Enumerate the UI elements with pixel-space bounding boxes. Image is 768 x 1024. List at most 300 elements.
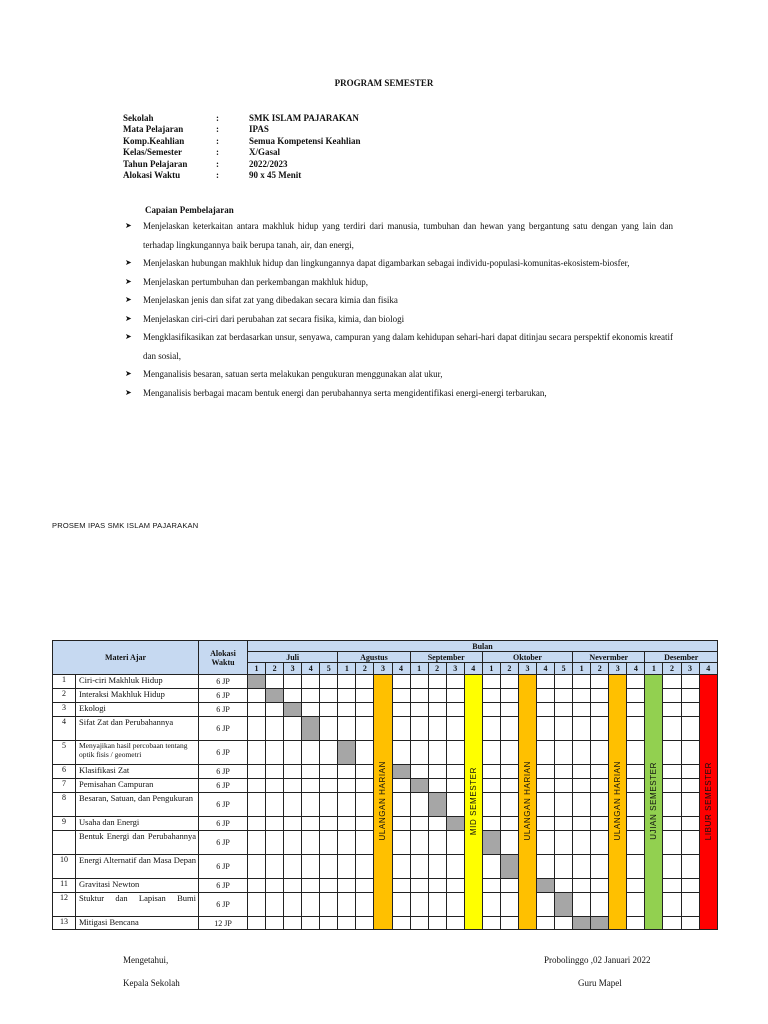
info-value: SMK ISLAM PAJARAKAN xyxy=(249,113,359,123)
row-jp: 6 JP xyxy=(199,893,248,917)
week-cell xyxy=(266,779,284,793)
week-number: 3 xyxy=(284,663,302,675)
week-cell-filled xyxy=(573,917,591,930)
week-cell xyxy=(248,793,266,817)
week-cell xyxy=(663,817,681,831)
week-cell xyxy=(500,893,518,917)
week-cell xyxy=(446,879,464,893)
week-number: 2 xyxy=(500,663,518,675)
week-cell-filled xyxy=(410,779,428,793)
week-cell xyxy=(410,689,428,703)
info-row-kelas xyxy=(123,147,361,158)
week-cell xyxy=(663,717,681,741)
week-cell xyxy=(555,689,573,703)
info-label: Komp.Keahlian xyxy=(123,135,185,146)
week-cell xyxy=(248,917,266,930)
row-materi: Usaha dan Energi xyxy=(76,817,199,831)
week-cell xyxy=(266,917,284,930)
info-value: 2022/2023 xyxy=(249,158,288,169)
week-cell xyxy=(356,879,374,893)
header-materi: Materi Ajar xyxy=(53,641,199,675)
week-cell xyxy=(681,765,699,779)
week-cell xyxy=(500,689,518,703)
week-cell xyxy=(500,879,518,893)
row-jp: 6 JP xyxy=(199,675,248,689)
week-cell xyxy=(248,817,266,831)
week-cell xyxy=(627,741,645,765)
week-cell xyxy=(482,703,500,717)
week-cell xyxy=(320,893,338,917)
week-cell xyxy=(428,765,446,779)
week-cell xyxy=(537,703,555,717)
week-cell xyxy=(555,855,573,879)
cp-item xyxy=(125,291,673,310)
week-cell xyxy=(482,779,500,793)
row-number: 12 xyxy=(53,893,76,917)
week-cell xyxy=(320,793,338,817)
week-cell xyxy=(537,779,555,793)
week-cell xyxy=(573,689,591,703)
week-cell xyxy=(266,893,284,917)
week-cell xyxy=(266,765,284,779)
week-cell xyxy=(591,703,609,717)
week-cell xyxy=(284,793,302,817)
info-label: Alokasi Waktu xyxy=(123,169,181,180)
week-cell xyxy=(627,703,645,717)
libur-semester-label: LIBUR SEMESTER xyxy=(703,761,713,841)
week-cell xyxy=(266,831,284,855)
week-cell xyxy=(500,741,518,765)
week-cell xyxy=(591,689,609,703)
week-cell xyxy=(500,765,518,779)
week-cell xyxy=(356,689,374,703)
week-cell xyxy=(320,765,338,779)
row-jp: 6 JP xyxy=(199,855,248,879)
month-november: Nevermber xyxy=(573,652,645,663)
week-cell xyxy=(446,765,464,779)
info-row-mapel xyxy=(123,124,361,135)
page-title: PROGRAM SEMESTER xyxy=(334,78,434,88)
week-number: 4 xyxy=(699,663,717,675)
week-cell xyxy=(573,879,591,893)
cp-item xyxy=(125,254,673,273)
week-cell xyxy=(302,689,320,703)
info-separator: : xyxy=(216,158,219,169)
week-cell xyxy=(320,917,338,930)
arrow-bullet-icon: ➤ xyxy=(125,369,132,378)
week-number: 4 xyxy=(302,663,320,675)
row-number: 13 xyxy=(53,917,76,930)
week-cell xyxy=(302,741,320,765)
row-jp: 6 JP xyxy=(199,879,248,893)
week-cell xyxy=(627,855,645,879)
week-cell xyxy=(627,675,645,689)
week-cell xyxy=(573,893,591,917)
week-cell xyxy=(663,765,681,779)
week-number: 3 xyxy=(681,663,699,675)
header-alokasi: Alokasi Waktu xyxy=(199,641,248,675)
week-cell xyxy=(500,831,518,855)
week-cell xyxy=(266,703,284,717)
week-cell xyxy=(537,689,555,703)
week-cell xyxy=(500,817,518,831)
week-cell xyxy=(681,893,699,917)
week-cell xyxy=(482,917,500,930)
week-cell xyxy=(248,855,266,879)
week-cell xyxy=(627,717,645,741)
week-number: 2 xyxy=(663,663,681,675)
footer-guru-mapel: Guru Mapel xyxy=(578,978,622,988)
week-cell xyxy=(392,879,410,893)
week-number: 1 xyxy=(338,663,356,675)
week-cell xyxy=(248,879,266,893)
schedule-table xyxy=(52,640,718,930)
week-cell xyxy=(627,879,645,893)
week-cell xyxy=(284,741,302,765)
arrow-bullet-icon: ➤ xyxy=(125,313,132,323)
row-jp: 12 JP xyxy=(199,917,248,930)
week-cell xyxy=(392,689,410,703)
mid-semester-label: MID SEMESTER xyxy=(468,766,478,836)
week-cell xyxy=(428,855,446,879)
week-cell xyxy=(555,793,573,817)
week-cell xyxy=(338,855,356,879)
arrow-bullet-icon: ➤ xyxy=(125,387,132,397)
week-cell xyxy=(482,855,500,879)
ujian-semester-label: UJIAN SEMESTER xyxy=(649,762,659,840)
week-number: 3 xyxy=(518,663,536,675)
week-cell xyxy=(446,893,464,917)
week-cell xyxy=(482,675,500,689)
week-cell xyxy=(663,675,681,689)
week-cell xyxy=(320,675,338,689)
week-cell xyxy=(410,831,428,855)
info-label: Kelas/Semester xyxy=(123,147,182,158)
info-label: Mata Pelajaran xyxy=(123,124,184,135)
row-jp: 6 JP xyxy=(199,717,248,741)
week-cell xyxy=(356,893,374,917)
week-cell xyxy=(428,741,446,765)
week-cell xyxy=(356,817,374,831)
row-materi: Ekologi xyxy=(76,703,199,717)
week-cell xyxy=(500,779,518,793)
week-cell xyxy=(555,765,573,779)
week-number: 2 xyxy=(428,663,446,675)
arrow-bullet-icon: ➤ xyxy=(125,295,132,304)
week-cell xyxy=(338,675,356,689)
week-cell xyxy=(482,765,500,779)
week-cell-filled xyxy=(248,675,266,689)
week-cell xyxy=(392,831,410,855)
week-cell xyxy=(482,879,500,893)
week-cell xyxy=(338,765,356,779)
week-cell xyxy=(555,817,573,831)
week-cell xyxy=(302,793,320,817)
week-cell xyxy=(446,689,464,703)
week-cell xyxy=(446,855,464,879)
week-cell xyxy=(284,675,302,689)
week-cell xyxy=(284,917,302,930)
week-cell xyxy=(266,817,284,831)
week-cell xyxy=(284,765,302,779)
week-cell xyxy=(302,879,320,893)
week-cell xyxy=(537,717,555,741)
week-cell xyxy=(320,855,338,879)
week-cell xyxy=(555,703,573,717)
week-number: 5 xyxy=(320,663,338,675)
week-cell xyxy=(555,879,573,893)
week-cell xyxy=(573,765,591,779)
week-cell xyxy=(591,879,609,893)
week-cell xyxy=(555,741,573,765)
row-number: 2 xyxy=(53,689,76,703)
row-materi: Bentuk Energi dan Perubahannya xyxy=(76,831,199,855)
ulangan-harian-column xyxy=(518,675,536,930)
cp-item-text: Menjelaskan pertumbuhan dan perkembangan makhluk hidup, xyxy=(143,276,368,287)
week-cell xyxy=(428,917,446,930)
week-cell xyxy=(591,793,609,817)
week-cell xyxy=(392,717,410,741)
week-cell xyxy=(681,879,699,893)
week-cell xyxy=(410,893,428,917)
week-cell xyxy=(537,765,555,779)
week-cell xyxy=(248,893,266,917)
week-cell-filled xyxy=(482,831,500,855)
info-separator: : xyxy=(216,147,219,158)
week-cell xyxy=(446,831,464,855)
week-cell xyxy=(482,793,500,817)
cp-item xyxy=(125,384,673,403)
week-cell xyxy=(663,855,681,879)
week-cell xyxy=(410,879,428,893)
week-cell xyxy=(248,717,266,741)
week-cell xyxy=(591,893,609,917)
week-cell xyxy=(428,817,446,831)
week-cell xyxy=(446,741,464,765)
week-cell xyxy=(681,855,699,879)
row-jp: 6 JP xyxy=(199,831,248,855)
info-separator: : xyxy=(216,135,219,146)
week-cell xyxy=(284,831,302,855)
week-cell xyxy=(392,793,410,817)
week-cell xyxy=(302,675,320,689)
cp-item xyxy=(125,328,673,365)
week-cell xyxy=(446,779,464,793)
week-cell xyxy=(302,917,320,930)
week-cell xyxy=(555,831,573,855)
row-number: 6 xyxy=(53,765,76,779)
week-cell xyxy=(356,741,374,765)
row-materi: Mitigasi Bencana xyxy=(76,917,199,930)
week-cell xyxy=(266,741,284,765)
cp-item xyxy=(125,273,673,292)
week-cell xyxy=(410,817,428,831)
week-cell xyxy=(428,779,446,793)
week-cell xyxy=(573,703,591,717)
week-cell xyxy=(663,793,681,817)
week-cell xyxy=(338,917,356,930)
week-cell xyxy=(627,917,645,930)
week-cell xyxy=(248,703,266,717)
week-cell-filled xyxy=(591,917,609,930)
row-number: 10 xyxy=(53,855,76,879)
week-cell xyxy=(446,703,464,717)
row-number: 11 xyxy=(53,879,76,893)
week-cell xyxy=(356,779,374,793)
week-cell xyxy=(681,793,699,817)
week-cell xyxy=(591,831,609,855)
info-separator: : xyxy=(216,124,219,135)
week-cell xyxy=(428,717,446,741)
month-oktober: Oktober xyxy=(482,652,572,663)
week-cell xyxy=(302,893,320,917)
week-cell xyxy=(266,717,284,741)
week-cell xyxy=(410,855,428,879)
week-cell xyxy=(428,879,446,893)
info-row-sekolah xyxy=(123,113,361,124)
week-cell xyxy=(573,793,591,817)
row-jp: 6 JP xyxy=(199,765,248,779)
week-cell xyxy=(320,879,338,893)
week-cell xyxy=(338,817,356,831)
week-cell xyxy=(482,717,500,741)
week-cell xyxy=(591,741,609,765)
week-cell xyxy=(338,717,356,741)
info-row-tahun xyxy=(123,159,361,170)
week-cell xyxy=(338,793,356,817)
week-cell xyxy=(573,741,591,765)
week-cell xyxy=(627,765,645,779)
week-cell xyxy=(446,675,464,689)
week-number: 3 xyxy=(609,663,627,675)
row-number xyxy=(53,831,76,855)
week-cell xyxy=(320,831,338,855)
cp-item-text: Menjelaskan keterkaitan antara makhluk hidup yang terdiri dari manusia, tumbuhan dan hewan yang bergantung satu dengan yang lain dan terhadap lingkungannya baik berupa tanah, air, dan energi, xyxy=(143,221,673,250)
week-cell xyxy=(338,689,356,703)
week-cell-filled xyxy=(555,893,573,917)
week-number: 3 xyxy=(374,663,392,675)
week-number: 1 xyxy=(573,663,591,675)
info-label: Sekolah xyxy=(123,113,154,123)
week-cell xyxy=(248,779,266,793)
week-cell xyxy=(573,855,591,879)
week-cell xyxy=(681,831,699,855)
week-cell xyxy=(356,703,374,717)
week-cell xyxy=(410,675,428,689)
week-cell xyxy=(500,717,518,741)
week-cell xyxy=(428,893,446,917)
week-cell-filled xyxy=(302,717,320,741)
week-cell-filled xyxy=(428,793,446,817)
week-cell xyxy=(302,817,320,831)
week-cell xyxy=(446,917,464,930)
week-cell xyxy=(681,817,699,831)
week-cell-filled xyxy=(500,855,518,879)
row-number: 5 xyxy=(53,741,76,765)
week-cell xyxy=(356,831,374,855)
week-cell xyxy=(320,779,338,793)
week-cell xyxy=(573,779,591,793)
week-cell xyxy=(573,831,591,855)
month-juli: Juli xyxy=(248,652,338,663)
week-cell xyxy=(266,793,284,817)
info-separator: : xyxy=(216,169,219,180)
mid-semester-column xyxy=(464,675,482,930)
arrow-bullet-icon: ➤ xyxy=(125,221,132,230)
week-cell xyxy=(537,741,555,765)
week-cell xyxy=(356,717,374,741)
week-cell xyxy=(591,765,609,779)
row-number: 4 xyxy=(53,717,76,741)
week-cell xyxy=(320,817,338,831)
week-cell-filled xyxy=(266,689,284,703)
cp-item xyxy=(125,310,673,329)
info-row-keahlian xyxy=(123,136,361,147)
week-cell xyxy=(392,675,410,689)
cp-item-text: Menjelaskan ciri-ciri dari perubahan zat secara fisika, kimia, dan biologi xyxy=(143,313,405,324)
row-materi: Ciri-ciri Makhluk Hidup xyxy=(76,675,199,689)
cp-item-text: Menjelaskan jenis dan sifat zat yang dibedakan secara kimia dan fisika xyxy=(143,295,398,305)
week-cell xyxy=(356,855,374,879)
week-cell xyxy=(681,689,699,703)
week-number: 5 xyxy=(555,663,573,675)
cp-item xyxy=(125,365,673,384)
month-september: September xyxy=(410,652,482,663)
row-materi: Menyajikan hasil percobaan tentang optik fisis / geometri xyxy=(76,741,199,765)
row-jp: 6 JP xyxy=(199,779,248,793)
row-jp: 6 JP xyxy=(199,689,248,703)
week-cell xyxy=(555,779,573,793)
week-cell xyxy=(428,703,446,717)
week-cell xyxy=(627,779,645,793)
week-cell xyxy=(663,703,681,717)
week-cell xyxy=(537,893,555,917)
info-value: IPAS xyxy=(249,124,269,135)
week-number: 1 xyxy=(248,663,266,675)
week-cell xyxy=(500,675,518,689)
cp-item-text: Menganalisis berbagai macam bentuk energi dan perubahannya serta mengidentifikasi energi-energi terbarukan, xyxy=(143,387,547,398)
row-materi: Interaksi Makhluk Hidup xyxy=(76,689,199,703)
week-cell xyxy=(266,675,284,689)
week-cell xyxy=(500,793,518,817)
week-number: 4 xyxy=(464,663,482,675)
header-bulan: Bulan xyxy=(248,641,718,652)
week-cell xyxy=(320,689,338,703)
week-cell xyxy=(284,817,302,831)
week-number: 4 xyxy=(627,663,645,675)
week-number: 2 xyxy=(591,663,609,675)
week-cell xyxy=(663,779,681,793)
week-cell xyxy=(537,793,555,817)
week-cell xyxy=(537,917,555,930)
week-cell xyxy=(663,831,681,855)
row-jp: 6 JP xyxy=(199,741,248,765)
week-cell xyxy=(356,675,374,689)
row-materi: Besaran, Satuan, dan Pengukuran xyxy=(76,793,199,817)
week-cell xyxy=(302,831,320,855)
footer-mengetahui: Mengetahui, xyxy=(123,955,169,965)
week-cell xyxy=(392,779,410,793)
arrow-bullet-icon: ➤ xyxy=(125,332,132,341)
row-jp: 6 JP xyxy=(199,793,248,817)
week-cell xyxy=(663,879,681,893)
week-cell xyxy=(482,689,500,703)
week-cell xyxy=(446,717,464,741)
info-value: 90 x 45 Menit xyxy=(249,169,302,180)
week-cell xyxy=(338,879,356,893)
week-cell xyxy=(663,741,681,765)
week-cell xyxy=(681,703,699,717)
